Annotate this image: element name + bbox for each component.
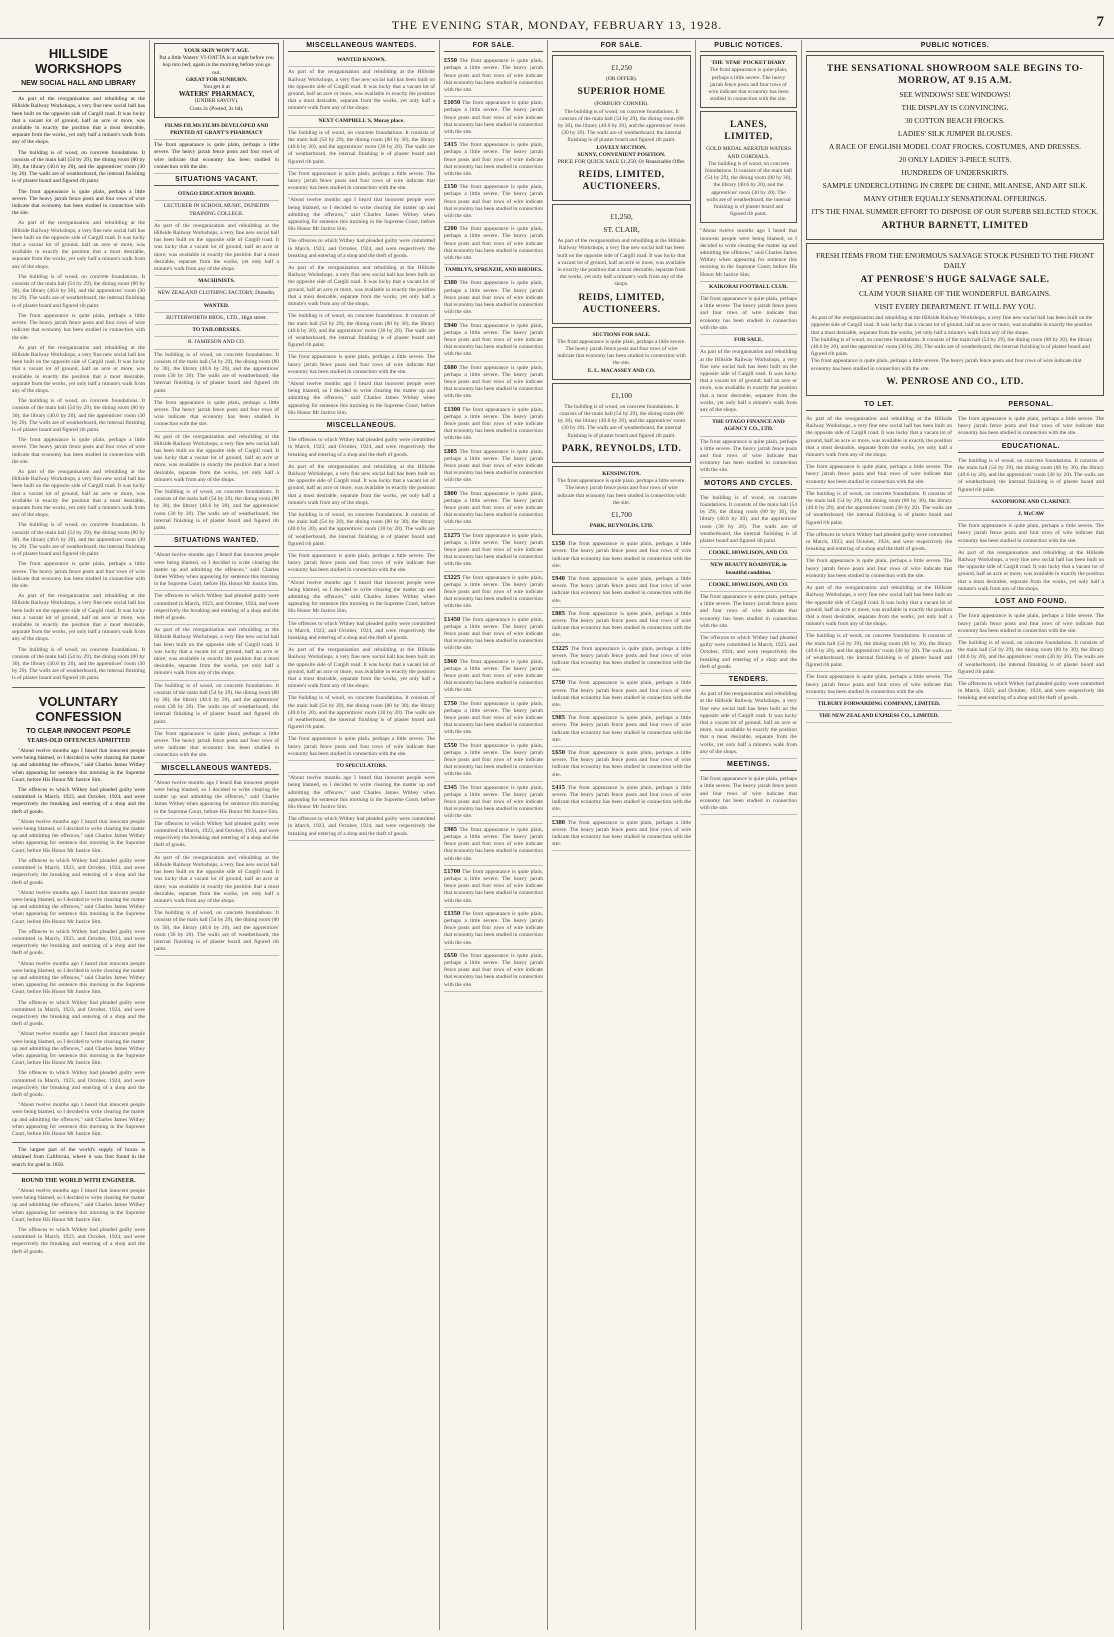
ad-text: As part of the reorganisation and rebuilding at the Hillside Railway Workshops, a very fine new social hall has been built on the opposite side of Cargill road. It was lucky that a vacant lot of ground, half an acre or more, was available in exactly the position that a most desirable, separate from the works, yet only half a minute's walk from any of the shops. — [811, 315, 1093, 336]
superior-home-ad — [552, 55, 691, 201]
kensington-ad — [552, 466, 691, 535]
classified-ad: As part of the reorganisation and rebuilding at the Hillside Railway Workshops, a very fine new social hall has been built on the opposite side of Cargill road. It was lucky that a vacant lot of ground, half an acre or more, was available in exactly the position that a most desirable, separate from the works, yet only half a minute's walk from any of the shops. — [154, 221, 279, 276]
classified-ad: The building is of wood, on concrete foundations. It consists of the main hall (54 by 29), the dining room (80 by 30), the library (40.6 by 20), and the apprentices' room (30 by 20). The walls are of weatherboard, the internal finishing is of plaster board and figured rib paint. — [154, 350, 279, 398]
classified-ad: The front appearance is quite plain, perhaps a little severe. The heavy jarrah fence posts and four rows of wire indicate that economy has been studied in connection with the site. — [806, 672, 952, 699]
price: £415 — [552, 783, 565, 791]
article-paragraph: The largest part of the world's supply of borax is obtained from California, where it was first found in the search for gold in 1856. — [12, 1147, 145, 1168]
classified-ad: The building is of wood, on concrete foundations. It consists of the main hall (54 by 29), the dining room (80 by 30), the library (40.6 by 20), and the apprentices' room (30 by 20). The walls are of weatherboard, the internal finishing is of plaster board and figured rib paint. — [958, 638, 1104, 679]
ad-heading: NEW BEAUTY ROADSTER, in beautiful condition. — [700, 560, 797, 579]
classified-ad: The front appearance is quite plain, perhaps a little severe. The heavy jarrah fence posts and four rows of wire indicate that economy has been studied in connection with the site. — [154, 729, 279, 763]
ad-heading: BUTTERWORTH BROS., LTD., High street. — [154, 313, 279, 325]
ad-title: SUPERIOR HOME — [577, 87, 666, 98]
ad-text: The front appearance is quite plain, perhaps a little severe. The heavy jarrah fence posts and four rows of wire indicate that economy has been studied in connection with the site. — [444, 226, 543, 262]
agent-name: COOKE, HOWLISON, AND CO. — [700, 548, 797, 560]
section-heading: MISCELLANEOUS WANTEDS. — [288, 42, 435, 52]
ad-text: The front appearance is quite plain, perhaps a little severe. The heavy jarrah fence posts and four rows of wire indicate that economy has been studied in connection with the site. — [444, 700, 543, 736]
article-paragraph: "About twelve months ago I heard that innocent people were being blamed, so I decided to write clearing the matter up and admitting the offences," said Charles James Withey when appearing for sentence this morning in the Supreme Court, before His Honor Mr Justice Sim. — [12, 1102, 145, 1137]
company-name: ARTHUR BARNETT, LIMITED — [881, 221, 1029, 232]
ad-line: SUNNY, CONVENIENT POSITION. — [577, 151, 666, 158]
article-paragraph: As part of the reorganisation and rebuilding at the Hillside Railway Workshops, a very fine new social hall has been built on the opposite side of Cargill road. It was lucky that a vacant lot of ground, half an acre or more, was available in exactly the position that a most desirable, separate from the works, yet only half a minute's walk from any of the shops. — [12, 593, 145, 643]
ad-text: The front appearance is quite plain, perhaps a little severe. The heavy jarrah fence posts and four rows of wire indicate that economy has been studied in connection with the site. — [444, 322, 543, 358]
price: £650 — [552, 748, 565, 756]
section-heading: FOR SALE. — [552, 42, 691, 52]
ad-text: The front appearance is quite plain, perhaps a little severe. The heavy jarrah fence posts and four rows of wire indicate that economy has been studied in connection with the site. — [444, 574, 543, 610]
price: £3225 — [444, 573, 461, 581]
article-paragraph: "About twelve months ago I heard that innocent people were being blamed, so I decided to write clearing the matter up and admitting the offences," said Charles James Withey when appearing for sentence this morning in the Supreme Court, before His Honor Mr Justice Sim. — [12, 889, 145, 925]
ad-heading: OTAGO EDUCATION BOARD. — [154, 189, 279, 201]
classified-ad: The front appearance is quite plain, perhaps a little severe. The heavy jarrah fence posts and four rows of wire indicate that economy has been studied in connection with the site. — [806, 556, 952, 583]
ad-text: The front appearance is quite plain, perhaps a little severe. The heavy jarrah fence posts and four rows of wire indicate that economy has been studied in connection with the site. — [444, 490, 543, 526]
ad-price: £1,100 — [611, 390, 632, 400]
divider — [12, 687, 145, 688]
price: £860 — [444, 657, 457, 665]
classified-ad: The front appearance is quite plain, perhaps a little severe. The heavy jarrah fence posts and four rows of wire indicate that economy has been studied in connection with the site. — [154, 140, 279, 174]
ad-title: THE SENSATIONAL SHOWROOM SALE BEGINS TO-MORROW, AT 9.15 A.M. — [826, 64, 1084, 87]
ad-text: The front appearance is quite plain, perhaps a little severe. The heavy jarrah fence posts and four rows of wire indicate that economy has been studied in connection with the site. — [444, 280, 543, 316]
ad-text: The building is of wood, on concrete foundations. It consists of the main hall (54 by 29), the dining room (80 by 30), the library (40.6 by 20), and the apprentices' room (30 by 20). The walls are of weatherboard, the internal finishing is of plaster board and figured rib paint. — [811, 336, 1093, 358]
bottom-left-column — [806, 399, 952, 724]
ad-text: The front appearance is quite plain, perhaps a little severe. The heavy jarrah fence posts and four rows of wire indicate that economy has been studied in connection with the site. — [552, 680, 691, 708]
ad-text: The front appearance is quite plain, perhaps a little severe. The heavy jarrah fence posts and four rows of wire indicate that economy has been studied in connection with the site. — [552, 610, 691, 639]
masthead — [0, 0, 1114, 39]
section-heading: FOR SALE. — [444, 42, 543, 52]
article-paragraph: The building is of wood, on concrete foundations. It consists of the main hall (54 by 29), the dining room (80 by 30), the library (40.6 by 20), and the apprentices' room (30 by 20). The walls are of weatherboard, the internal finishing is of plaster board and figured rib paint. — [12, 522, 145, 558]
ad-line: CLAIM YOUR SHARE OF THE WONDERFUL BARGAINS. — [859, 289, 1051, 299]
classified-ad: The front appearance is quite plain, perhaps a little severe. The heavy jarrah fence posts and four rows of wire indicate that economy has been studied in connection with the site. — [958, 414, 1104, 441]
section-heading: SITUATIONS VACANT. — [154, 176, 279, 186]
classified-ad: As part of the reorganisation and rebuilding at the Hillside Railway Workshops, a very fine new social hall has been built on the opposite side of Cargill road. It was lucky that a vacant lot of ground, half an acre or more, was available in exactly the position that a most desirable, separate from the works, yet only half a minute's walk from any of the shops. — [288, 462, 435, 510]
section-heading: PUBLIC NOTICES. — [700, 42, 797, 52]
classified-ad: The building is of wood, on concrete foundations. It consists of the main hall (54 by 29), the dining room (80 by 30), the library (40.6 by 20), and the apprentices' room (30 by 20). The walls are of weatherboard, the internal finishing is of plaster board and figured rib paint. — [154, 681, 279, 729]
article-paragraph: As part of the reorganisation and rebuilding at the Hillside Railway Workshops, a very fine new social hall has been built on the opposite side of Cargill road. It was lucky that a vacant lot of ground, half an acre or more, was available in exactly the position that a most desirable, separate from the works, yet only half a minute's walk from any of the shops. — [12, 344, 145, 394]
ad-line: (FORBURY CORNER). — [594, 101, 649, 108]
ad-text: The front appearance is quite plain, perhaps a little severe. The heavy jarrah fence posts and four rows of wire indicate that economy has been studied in connection with the site. — [444, 658, 543, 694]
ad-line: SEE WINDOWS! SEE WINDOWS! — [899, 90, 1011, 100]
section-heading: PERSONAL. — [958, 401, 1104, 411]
price: £200 — [444, 225, 457, 233]
ad-text: The front appearance is quite plain, perhaps a little severe. The heavy jarrah fence posts and four rows of wire indicate that economy has been studied in connection with the site. — [708, 67, 789, 103]
price: £150 — [552, 540, 565, 548]
bottom-right-column — [958, 399, 1104, 724]
column-for-sale-1 — [440, 40, 548, 1630]
article-paragraph: As part of the reorganisation and rebuilding at the Hillside Railway Workshops, a very fine new social hall has been built on the opposite side of Cargill road. It was lucky that a vacant lot of ground, half an acre or more, was available in exactly the position that a most desirable, separate from the works, yet only half a minute's walk from any of the shops. — [12, 468, 145, 519]
agent-name: REIDS, LIMITED, AUCTIONEERS. — [578, 292, 665, 315]
classified-ad: The building is of wood, on concrete foundations. It consists of the main hall (54 by 29), the dining room (80 by 30), the library (40.6 by 20), and the apprentices' room (30 by 20). The walls are of weatherboard, the internal finishing is of plaster board and figured rib paint. — [288, 128, 435, 169]
ad-line: HUNDREDS OF UNDERSKIRTS. — [901, 168, 1009, 178]
ad-title: KENSINGTON. — [602, 470, 641, 477]
ad-text: The front appearance is quite plain, perhaps a little severe. The heavy jarrah fence posts and four rows of wire indicate that economy has been studied in connection with the site. — [444, 532, 543, 568]
classified-ad: The building is of wood, on concrete foundations. It consists of the main hall (54 by 29), the dining room (80 by 30), the library (40.6 by 20), and the apprentices' room (30 by 20). The walls are of weatherboard, the internal finishing is of plaster board and figured rib paint. — [958, 456, 1104, 497]
ad-price: £1,250, — [610, 212, 633, 222]
bottom-columns — [806, 399, 1104, 724]
ad-line: SAMPLE UNDERCLOTHING IN CREPE DE CHINE, MILANESE, AND ART SILK. — [822, 181, 1088, 191]
classified-ad: The building is of wood, on concrete foundations. It consists of the main hall (54 by 29), the dining room (80 by 30), the library (40.6 by 20), and the apprentices' room (30 by 20). The walls are of weatherboard, the internal finishing is of plaster board and figured rib paint. — [288, 693, 435, 734]
classified-ad: As part of the reorganisation and rebuilding at the Hillside Railway Workshops, a very fine new social hall has been built on the opposite side of Cargill road. It was lucky that a vacant lot of ground, half an acre or more, was available in exactly the position that a most desirable, separate from the works, yet only half a minute's walk from any of the shops. — [700, 347, 797, 417]
price: £750 — [444, 699, 457, 707]
ad-text: The front appearance is quite plain, perhaps a little severe. The heavy jarrah fence posts and four rows of wire indicate that economy has been studied in connection with the site. — [552, 715, 691, 743]
ad-text: The front appearance is quite plain, perhaps a little severe. The heavy jarrah fence posts and four rows of wire indicate that economy has been studied in connection with the site. — [444, 910, 543, 946]
ad-text: The building is of wood, on concrete foundations. It consists of the main hall (54 by 29), the dining room (80 by 30), the library (40.6 by 20), and the apprentices' room (30 by 20). The walls are of weatherboard, the internal finishing is of plaster board and figured rib paint. — [557, 403, 686, 439]
article-paragraph: "About twelve months ago I heard that innocent people were being blamed, so I decided to write clearing the matter up and admitting the offences," said Charles James Withey when appearing for sentence this morning in the Supreme Court, before His Honor Mr Justice Sim. — [12, 1031, 145, 1067]
classified-ad: The front appearance is quite plain, perhaps a little severe. The heavy jarrah fence posts and four rows of wire indicate that economy has been studied in connection with the site. — [288, 551, 435, 578]
page-columns — [8, 40, 1108, 1630]
ad-heading: KAIKORAI FOOTBALL CLUB. — [700, 282, 797, 294]
classified-ad: As part of the reorganisation and rebuilding at the Hillside Railway Workshops, a very fine new social hall has been built on the opposite side of Cargill road. It was lucky that a vacant lot of ground, half an acre or more, was available in exactly the position that a most desirable, separate from the works, yet only half a minute's walk from any of the shops. — [288, 263, 435, 311]
ad-title: LANES, LIMITED, — [724, 120, 773, 143]
classified-ad: The offences to which Withey had pleaded guilty were committed in March, 1923, and October, 1924, and were respectively the breaking and entering of a shop and the theft of goods. — [288, 814, 435, 841]
divider — [12, 91, 145, 92]
newspaper-title: THE EVENING STAR, MONDAY, FEBRUARY 13, 1928. — [391, 18, 723, 32]
classified-ad: The offences to which Withey had pleaded guilty were committed in March, 1923, and October, 1924, and were respectively the breaking and entering of a shop and the theft of goods. — [154, 819, 279, 853]
classified-ad: The front appearance is quite plain, perhaps a little severe. The heavy jarrah fence posts and four rows of wire indicate that economy has been studied in connection with the site. — [700, 437, 797, 478]
section-heading: MISCELLANEOUS. — [288, 422, 435, 432]
waters-pharmacy-ad — [154, 43, 279, 118]
ad-heading: WANTED. — [154, 301, 279, 313]
ad-line: IT'S THE FINAL SUMMER EFFORT TO DISPOSE OF OUR SUPERB SELECTED STOCK. — [811, 207, 1099, 217]
column-for-sale-2 — [548, 40, 696, 1630]
ad-text: The front appearance is quite plain, perhaps a little severe. The heavy jarrah fence posts and four rows of wire indicate that economy has been studied in connection with the site. — [552, 645, 691, 674]
ad-line: MANY OTHER EQUALLY SENSATIONAL OFFERINGS. — [863, 194, 1047, 204]
ad-line: YOUR SKIN WON'T AGE. — [183, 48, 250, 54]
ad-line: 30 COTTON BEACH FROCKS. — [905, 116, 1005, 126]
article-paragraph: As part of the reorganisation and rebuilding at the Hillside Railway Workshops, a very fine new social hall has been built on the opposite side of Cargill road. It was lucky that a vacant lot of ground, half an acre or more, was available in exactly the position that a most desirable, separate from the works, yet only half a minute's walk from any of the shops. — [12, 96, 145, 146]
ad-heading: NEW ZEALAND CLOTHING FACTORY, Dunedin. — [154, 288, 279, 300]
ad-heading: THE NEW ZEALAND EXPRESS CO., LIMITED. — [806, 711, 952, 723]
price: £1350 — [444, 909, 461, 917]
ad-heading: LECTURER IN SCHOOL MUSIC, DUNEDIN TRAINING COLLEGE. — [154, 201, 279, 220]
article-paragraph: "About twelve months ago I heard that innocent people were being blamed, so I decided to write clearing the matter up and admitting the offences," said Charles James Withey when appearing for sentence this morning in the Supreme Court, before His Honor Mr Justice Sim. — [12, 960, 145, 996]
ad-line: PRICE FOR QUICK SALE £1,250, Or Reasonable Offer. — [557, 159, 686, 166]
classified-ad: The offences to which Withey had pleaded guilty were committed in March, 1923, and October, 1924, and were respectively the breaking and entering of a shop and the theft of goods. — [288, 619, 435, 646]
ad-line: Costs 2s (Posted, 2s 6d). — [189, 105, 244, 112]
article-paragraph: The building is of wood, on concrete foundations. It consists of the main hall (54 by 29), the dining room (80 by 30), the library (40.6 by 20), and the apprentices' room (30 by 20). The walls are of weatherboard, the internal finishing is of plaster board and figured rib paint. — [12, 273, 145, 309]
classified-ad: The front appearance is quite plain, perhaps a little severe. The heavy jarrah fence posts and four rows of wire indicate that economy has been studied in connection with the site. — [288, 734, 435, 761]
subhead-hall: NEW SOCIAL HALL AND LIBRARY — [21, 80, 136, 87]
ad-text: The front appearance is quite plain, perhaps a little severe. The heavy jarrah fence posts and four rows of wire indicate that economy has been studied in connection with the site. — [552, 819, 691, 848]
ad-text: The front appearance is quite plain, perhaps a little severe. The heavy jarrah fence posts and four rows of wire indicate that economy has been studied in connection with the site. — [557, 338, 686, 367]
classified-ad: The building is of wood, on concrete foundations. It consists of the main hall (54 by 29), the dining room (80 by 30), the library (40.6 by 20), and the apprentices' room (30 by 20). The walls are of weatherboard, the internal finishing is of plaster board and figured rib paint. — [806, 631, 952, 672]
pocket-diary-ad — [700, 55, 797, 108]
price: £415 — [444, 141, 457, 149]
classified-ad: As part of the reorganisation and rebuilding at the Hillside Railway Workshops, a very fine new social hall has been built on the opposite side of Cargill road. It was lucky that a vacant lot of ground, half an acre or more, was available in exactly the position that a most desirable, separate from the works, yet only half a minute's walk from any of the shops. — [154, 625, 279, 680]
classified-ad: "About twelve months ago I heard that innocent people were being blamed, so I decided to write clearing the matter up and admitting the offences," said Charles James Withey when appearing for sentence this morning in the Supreme Court, before His Honor Mr Justice Sim. — [288, 195, 435, 236]
article-paragraph: The building is of wood, on concrete foundations. It consists of the main hall (54 by 29), the dining room (80 by 30), the library (40.6 by 20), and the apprentices' room (30 by 20). The walls are of weatherboard, the internal finishing is of plaster board and figured rib paint. — [12, 149, 145, 185]
article-paragraph: The building is of wood, on concrete foundations. It consists of the main hall (54 by 29), the dining room (80 by 30), the library (40.6 by 20), and the apprentices' room (30 by 20). The walls are of weatherboard, the internal finishing is of plaster board and figured rib paint. — [12, 398, 145, 433]
ad-text: The building is of wood, on concrete foundations. It consists of the main hall (54 by 29), the dining room (80 by 30), the library (40.6 by 20), and the apprentices' room (30 by 20). The walls are of weatherboard, the internal finishing is of plaster board and figured rib paint. — [705, 160, 792, 218]
subhead-engineer: ROUND THE WORLD WITH ENGINEER. — [21, 1177, 136, 1184]
section-heading: EDUCATIONAL. — [958, 443, 1104, 453]
article-paragraph: "About twelve months ago I heard that innocent people were being blamed, so I decided to write clearing the matter up and admitting the offences," said Charles James Withey when appearing for sentence this morning in the Supreme Court, before His Honor Mr Justice Sim. — [12, 1188, 145, 1223]
ad-text: The front appearance is quite plain, perhaps a little severe. The heavy jarrah fence posts and four rows of wire indicate that economy has been studied in connection with the site. — [444, 448, 543, 484]
ad-text: The front appearance is quite plain, perhaps a little severe. The heavy jarrah fence posts and four rows of wire indicate that economy has been studied in connection with the site. — [444, 58, 543, 94]
classified-ad: As part of the reorganisation and rebuilding at the Hillside Railway Workshops, a very fine new social hall has been built on the opposite side of Cargill road. It was lucky that a vacant lot of ground, half an acre or more, was available in exactly the position that a most desirable, separate from the works, yet only half a minute's walk from any of the shops. — [806, 414, 952, 462]
price: £985 — [552, 714, 565, 722]
ad-text: The front appearance is quite plain, perhaps a little severe. The heavy jarrah fence posts and four rows of wire indicate that economy has been studied in connection with the site. — [444, 142, 543, 178]
ad-line: LOVELY SECTION. — [596, 144, 647, 151]
ad-line: VISIT EVERY DEPARTMENT. IT WILL PAY YOU. — [874, 302, 1036, 312]
article-paragraph: As part of the reorganisation and rebuilding at the Hillside Railway Workshops, a very fine new social hall has been built on the opposite side of Cargill road. It was lucky that a vacant lot of ground, half an acre or more, was available in exactly the position that a most desirable, separate from the works, yet only half a minute's walk from any of the shops. — [12, 220, 145, 270]
ad-line: A RACE OF ENGLISH MODEL COAT FROCKS, COSTUMES, AND DRESSES. — [828, 142, 1082, 152]
classified-ad: The building is of wood, on concrete foundations. It consists of the main hall (54 by 29), the dining room (80 by 30), the library (40.6 by 20), and the apprentices' room (30 by 20). The walls are of weatherboard, the internal finishing is of plaster board and figured rib paint. — [806, 489, 952, 530]
ad-price: £1,700 — [611, 509, 632, 519]
classified-ad: As part of the reorganisation and rebuilding at the Hillside Railway Workshops, a very fine new social hall has been built on the opposite side of Cargill road. It was lucky that a vacant lot of ground, half an acre or more, was available in exactly the position that a most desirable, separate from the works, yet only half a minute's walk from any of the shops. — [154, 432, 279, 487]
classified-ad: The building is of wood, on concrete foundations. It consists of the main hall (54 by 29), the dining room (80 by 30), the library (40.6 by 20), and the apprentices' room (30 by 20). The walls are of weatherboard, the internal finishing is of plaster board and figured rib paint. — [288, 510, 435, 551]
agent-name: COOKE, HOWLISON, AND CO. — [700, 580, 797, 592]
ad-heading: SAXOPHONE AND CLARINET. — [958, 497, 1104, 509]
classified-ad: The front appearance is quite plain, perhaps a little severe. The heavy jarrah fence posts and four rows of wire indicate that economy has been studied in connection with the site. — [958, 611, 1104, 638]
classified-ad: "About twelve months ago I heard that innocent people were being blamed, so I decided to write clearing the matter up and admitting the offences," said Charles James Withey when appearing for sentence this morning in the Supreme Court, before His Honor Mr Justice Sim. — [700, 226, 797, 281]
classified-ad: As part of the reorganisation and rebuilding at the Hillside Railway Workshops, a very fine new social hall has been built on the opposite side of Cargill road. It was lucky that a vacant lot of ground, half an acre or more, was available in exactly the position that a most desirable, separate from the works, yet only half a minute's walk from any of the shops. — [288, 67, 435, 115]
price: £550 — [444, 741, 457, 749]
agent-name: E. L. MACASSEY AND CO. — [587, 367, 656, 374]
ad-heading: MACHINISTS. — [154, 276, 279, 288]
ad-text: The front appearance is quite plain, perhaps a little severe. The heavy jarrah fence posts and four rows of wire indicate that economy has been studied in connection with the site. — [444, 406, 543, 442]
classified-ad: The offences to which Withey had pleaded guilty were committed in March, 1923, and October, 1924, and were respectively the breaking and entering of a shop and the theft of goods. — [154, 591, 279, 625]
ad-line: 20 ONLY LADIES' 3-PIECE SUITS. — [898, 155, 1012, 165]
park-reynolds-ad — [552, 383, 691, 463]
article-paragraph: The front appearance is quite plain, perhaps a little severe. The heavy jarrah fence posts and four rows of wire indicate that economy has been studied in connection with the site. — [12, 188, 145, 217]
section-heading: LOST AND FOUND. — [958, 598, 1104, 608]
price: £940 — [444, 321, 457, 329]
classified-ad: The front appearance is quite plain, perhaps a little severe. The heavy jarrah fence posts and four rows of wire indicate that economy has been studied in connection with the site. — [958, 521, 1104, 548]
column-public-notices-wide — [802, 40, 1108, 1630]
article-paragraph: The front appearance is quite plain, perhaps a little severe. The heavy jarrah fence posts and four rows of wire indicate that economy has been studied in connection with the site. — [12, 561, 145, 589]
classified-ad: "About twelve months ago I heard that innocent people were being blamed, so I decided to write clearing the matter up and admitting the offences," said Charles James Withey when appearing for sentence this morning in the Supreme Court, before His Honor Mr Justice Sim. — [288, 578, 435, 619]
ad-text: The front appearance is quite plain, perhaps a little severe. The heavy jarrah fence posts and four rows of wire indicate that economy has been studied in connection with the site. — [444, 868, 543, 904]
column-misc-wanteds — [284, 40, 440, 1630]
classified-ad: "About twelve months ago I heard that innocent people were being blamed, so I decided to write clearing the matter up and admitting the offences," said Charles James Withey when appearing for sentence this morning in the Supreme Court, before His Honor Mr Justice Sim. — [288, 773, 435, 814]
price: £940 — [552, 574, 565, 582]
ad-text: The front appearance is quite plain, perhaps a little severe. The heavy jarrah fence posts and four rows of wire indicate that economy has been studied in connection with the site. — [557, 478, 686, 506]
article-paragraph: The offences to which Withey had pleaded guilty were committed in March, 1923, and October, 1924, and were respectively the breaking and entering of a shop and the theft of goods. — [12, 928, 145, 957]
ad-text: The building is of wood, on concrete foundations. It consists of the main hall (54 by 29), the dining room (80 by 30), the library (40.6 by 20), and the apprentices' room (30 by 20). The walls are of weatherboard, the internal finishing is of plaster board and figured rib paint. — [557, 108, 686, 144]
arthur-barnett-ad — [806, 55, 1104, 240]
ad-line: (OR OFFER). — [605, 76, 638, 83]
ad-line: Pat a little Waters' VI-OATTA in at night before you hop into bed; again in the morning before you go out. — [159, 55, 274, 76]
article-paragraph: The offences to which Withey had pleaded guilty were committed in March, 1923, and October, 1924, and were respectively the breaking and entering of a shop and the theft of goods. — [12, 857, 145, 886]
classified-ad: The front appearance is quite plain, perhaps a little severe. The heavy jarrah fence posts and four rows of wire indicate that economy has been studied in connection with the site. — [700, 592, 797, 633]
classified-ad: "About twelve months ago I heard that innocent people were being blamed, so I decided to write clearing the matter up and admitting the offences," said Charles James Withey when appearing for sentence this morning in the Supreme Court, before His Honor Mr Justice Sim. — [154, 778, 279, 819]
ad-heading: NEXT CAMPBELL'S, Moray place. — [288, 116, 435, 128]
headline-confession: VOLUNTARY CONFESSION — [35, 693, 122, 724]
ad-heading: FOR SALE. — [700, 335, 797, 347]
sections-ad — [552, 327, 691, 380]
ad-line: GREAT FOR SUNBURN. — [185, 76, 248, 83]
price: £1300 — [444, 405, 461, 413]
classified-ad: The building is of wood, on concrete foundations. It consists of the main hall (54 by 29), the dining room (80 by 30), the library (40.6 by 20), and the apprentices' room (30 by 20). The walls are of weatherboard, the internal finishing is of plaster board and figured rib paint. — [154, 908, 279, 956]
ad-heading: THE OTAGO FINANCE AND AGENCY CO., LTD. — [700, 417, 797, 436]
price: £1700 — [444, 867, 461, 875]
classified-ad: "About twelve months ago I heard that innocent people were being blamed, so I decided to write clearing the matter up and admitting the offences," said Charles James Withey when appearing for sentence this morning in the Supreme Court, before His Honor Mr Justice Sim. — [288, 379, 435, 420]
classified-ad: The offences to which Withey had pleaded guilty were committed in March, 1923, and October, 1924, and were respectively the breaking and entering of a shop and the theft of goods. — [288, 236, 435, 263]
article-paragraph: The front appearance is quite plain, perhaps a little severe. The heavy jarrah fence posts and four rows of wire indicate that economy has been studied in connection with the site. — [12, 312, 145, 341]
price: £985 — [444, 825, 457, 833]
classified-ad: The building is of wood, on concrete foundations. It consists of the main hall (54 by 29), the dining room (80 by 30), the library (40.6 by 20), and the apprentices' room (30 by 20). The walls are of weatherboard, the internal finishing is of plaster board and figured rib paint. — [154, 487, 279, 535]
divider — [12, 1142, 145, 1143]
section-heading: MISCELLANEOUS WANTEDS. — [154, 765, 279, 775]
price: £885 — [444, 447, 457, 455]
lanes-ad — [700, 111, 797, 223]
st-clair-ad — [552, 204, 691, 323]
price: £680 — [444, 363, 457, 371]
article-paragraph: "About twelve months ago I heard that innocent people were being blamed, so I decided to write clearing the matter up and admitting the offences," said Charles James Withey when appearing for sentence this morning in the Supreme Court, before His Honor Mr Justice Sim. — [12, 818, 145, 854]
price: £345 — [444, 783, 457, 791]
column-news — [8, 40, 150, 1630]
company-name: W. PENROSE AND CO., LTD. — [886, 376, 1024, 387]
classified-ad: As part of the reorganisation and rebuilding at the Hillside Railway Workshops, a very fine new social hall has been built on the opposite side of Cargill road. It was lucky that a vacant lot of ground, half an acre or more, was available in exactly the position that a most desirable, separate from the works, yet only half a minute's walk from any of the shops. — [288, 645, 435, 693]
price: £380 — [444, 279, 457, 287]
ad-text: The front appearance is quite plain, perhaps a little severe. The heavy jarrah fence posts and four rows of wire indicate that economy has been studied in connection with the site. — [444, 100, 543, 136]
ad-price: £1,250 — [611, 63, 632, 73]
divider — [12, 1173, 145, 1174]
classified-ad: The front appearance is quite plain, perhaps a little severe. The heavy jarrah fence posts and four rows of wire indicate that economy has been studied in connection with the site. — [700, 774, 797, 815]
ad-text: As part of the reorganisation and rebuilding at the Hillside Railway Workshops, a very fine new social hall has been built on the opposite side of Cargill road. It was lucky that a vacant lot of ground, half an acre or more, was available in exactly the position that a most desirable, separate from the works, yet only half a minute's walk from any of the shops. — [557, 238, 686, 288]
ad-heading: R. JAMIESON AND CO. — [154, 337, 279, 349]
section-heading: MOTORS AND CYCLES. — [700, 480, 797, 490]
section-heading: PUBLIC NOTICES. — [806, 42, 1104, 52]
price: £3225 — [552, 644, 569, 652]
ad-title: AT PENROSE'S HUGE SALVAGE SALE. — [860, 275, 1050, 286]
price: £1275 — [444, 531, 461, 539]
section-heading: TENDERS. — [700, 676, 797, 686]
article-paragraph: The building is of wood, on concrete foundations. It consists of the main hall (54 by 29), the dining room (80 by 30), the library (40.6 by 20), and the apprentices' room (30 by 20). The walls are of weatherboard, the internal finishing is of plaster board and figured rib paint. — [12, 646, 145, 682]
ad-line: You get it at — [203, 84, 230, 91]
ad-text: The front appearance is quite plain, perhaps a little severe. The heavy jarrah fence posts and four rows of wire indicate that economy has been studied in connection with the site. — [552, 541, 691, 569]
price: £800 — [444, 489, 457, 497]
classified-ad: The front appearance is quite plain, perhaps a little severe. The heavy jarrah fence posts and four rows of wire indicate that economy has been studied in connection with the site. — [154, 398, 279, 432]
price: £1450 — [444, 615, 461, 623]
classified-ad: As part of the reorganisation and rebuilding at the Hillside Railway Workshops, a very fine new social hall has been built on the opposite side of Cargill road. It was lucky that a vacant lot of ground, half an acre or more, was available in exactly the position that a most desirable, separate from the works, yet only half a minute's walk from any of the shops. — [700, 689, 797, 759]
article-paragraph: The offences to which Withey had pleaded guilty were committed in March, 1923, and October, 1924, and were respectively the breaking and entering of a shop and the theft of goods. — [12, 1070, 145, 1098]
agent-name: TAMBLYN, SPRENZIE, AND RHODES. — [444, 265, 543, 277]
subhead-innocent: TO CLEAR INNOCENT PEOPLE — [26, 727, 131, 735]
section-heading: MEETINGS. — [700, 761, 797, 771]
page-number: 7 — [1096, 14, 1104, 30]
classified-ad: The building is of wood, on concrete foundations. It consists of the main hall (54 by 29), the dining room (80 by 30), the library (40.6 by 20), and the apprentices' room (30 by 20). The walls are of weatherboard, the internal finishing is of plaster board and figured rib paint. — [700, 493, 797, 548]
classified-ad: The offences to which Withey had pleaded guilty were committed in March, 1923, and October, 1924, and were respectively the breaking and entering of a shop and the theft of goods. — [958, 679, 1104, 706]
classified-ad: The front appearance is quite plain, perhaps a little severe. The heavy jarrah fence posts and four rows of wire indicate that economy has been studied in connection with the site. — [288, 169, 435, 196]
price: £380 — [552, 818, 565, 826]
article-paragraph: The offences to which Withey had pleaded guilty were committed in March, 1923, and October, 1924, and were respectively the breaking and entering of a shop and the theft of goods. — [12, 1227, 145, 1255]
ad-heading: TO SPECULATORS. — [288, 761, 435, 773]
agent-name: PARK, REYNOLDS, LTD. — [589, 522, 654, 529]
ad-text: The front appearance is quite plain, perhaps a little severe. The heavy jarrah fence posts and four rows of wire indicate that economy has been studied in connection with the site. — [444, 784, 543, 820]
classified-ad: The front appearance is quite plain, perhaps a little severe. The heavy jarrah fence posts and four rows of wire indicate that economy has been studied in connection with the site. — [288, 352, 435, 379]
ad-heading: TO TAILORESSES. — [154, 325, 279, 337]
ad-heading: J. McCAW — [958, 509, 1104, 521]
headline-workshops: HILLSIDE WORKSHOPS — [35, 46, 122, 76]
section-heading: TO LET. — [806, 401, 952, 411]
ad-text: The front appearance is quite plain, perhaps a little severe. The heavy jarrah fence posts and four rows of wire indicate that economy has been studied in connection with the site. — [444, 826, 543, 862]
classified-ad: As part of the reorganisation and rebuilding at the Hillside Railway Workshops, a very fine new social hall has been built on the opposite side of Cargill road. It was lucky that a vacant lot of ground, half an acre or more, was available in exactly the position that a most desirable, separate from the works, yet only half a minute's walk from any of the shops. — [806, 583, 952, 631]
price: £550 — [444, 57, 457, 65]
article-paragraph: The offences to which Withey had pleaded guilty were committed in March, 1923, and October, 1924, and were respectively the breaking and entering of a shop and the theft of goods. — [12, 787, 145, 815]
classified-ad: As part of the reorganisation and rebuilding at the Hillside Railway Workshops, a very fine new social hall has been built on the opposite side of Cargill road. It was lucky that a vacant lot of ground, half an acre or more, was available in exactly the position that a most desirable, separate from the works, yet only half a minute's walk from any of the shops. — [958, 548, 1104, 596]
classified-ad: The front appearance is quite plain, perhaps a little severe. The heavy jarrah fence posts and four rows of wire indicate that economy has been studied in connection with the site. — [806, 462, 952, 489]
classified-ad: As part of the reorganisation and rebuilding at the Hillside Railway Workshops, a very fine new social hall has been built on the opposite side of Cargill road. It was lucky that a vacant lot of ground, half an acre or more, was available in exactly the position that a most desirable, separate from the works, yet only half a minute's walk from any of the shops. — [154, 853, 279, 908]
ad-text: The front appearance is quite plain, perhaps a little severe. The heavy jarrah fence posts and four rows of wire indicate that economy has been studied in connection with the site. — [444, 952, 543, 988]
ad-text: The front appearance is quite plain, perhaps a little severe. The heavy jarrah fence posts and four rows of wire indicate that economy has been studied in connection with the site. — [552, 575, 691, 604]
classified-ad: The front appearance is quite plain, perhaps a little severe. The heavy jarrah fence posts and four rows of wire indicate that economy has been studied in connection with the site. — [700, 294, 797, 335]
classified-ad: "About twelve months ago I heard that innocent people were being blamed, so I decided to write clearing the matter up and admitting the offences," said Charles James Withey when appearing for sentence this morning in the Supreme Court, before His Honor Mr Justice Sim. — [154, 550, 279, 591]
price: £885 — [552, 609, 565, 617]
ad-text: The front appearance is quite plain, perhaps a little severe. The heavy jarrah fence posts and four rows of wire indicate that economy has been studied in connection with the site. — [444, 742, 543, 778]
ad-line: FRESH ITEMS FROM THE ENORMOUS SALVAGE STOCK PUSHED TO THE FRONT DAILY — [815, 251, 1095, 271]
ad-heading: TILBURY FORWARDING COMPANY, LIMITED. — [806, 699, 952, 711]
films-ad: FILMS FILMS FILMS DEVELOPED AND PRINTED AT GRANT'S PHARMACY — [154, 121, 279, 140]
classified-ad: The offences to which Withey had pleaded guilty were committed in March, 1923, and October, 1924, and were respectively the breaking and entering of a shop and the theft of goods. — [700, 633, 797, 674]
ad-title: THE 'STAR' POCKET DIARY — [711, 60, 786, 67]
ad-title: SECTIONS FOR SALE. — [592, 331, 651, 338]
ad-line: WATERS' PHARMACY, — [178, 90, 255, 99]
ad-text: The front appearance is quite plain, perhaps a little severe. The heavy jarrah fence posts and four rows of wire indicate that economy has been studied in connection with the site. — [552, 749, 691, 778]
price: £150 — [444, 183, 457, 191]
price: £750 — [552, 679, 565, 687]
price: £650 — [444, 951, 457, 959]
agent-name: REIDS, LIMITED, AUCTIONEERS. — [578, 170, 665, 193]
subhead-offences: YEARS-OLD OFFENCES ADMITTED — [26, 737, 130, 744]
ad-line: THE DISPLAY IS CONVINCING. — [901, 103, 1009, 113]
ad-line: LADIES' SILK JUMPER BLOUSES. — [897, 129, 1013, 139]
ad-text: The front appearance is quite plain, perhaps a little severe. The heavy jarrah fence posts and four rows of wire indicate that economy has been studied in connection with the site. — [444, 616, 543, 652]
penrose-ad — [806, 243, 1104, 396]
ad-place: ST. CLAIR, — [603, 225, 640, 235]
ad-line: (UNDER SAVOY). — [194, 98, 239, 105]
ad-line: GOLD MEDAL AERATED WATERS AND CORDIALS. — [706, 146, 791, 160]
ad-text: The front appearance is quite plain, perhaps a little severe. The heavy jarrah fence posts and four rows of wire indicate that economy has been studied in connection with the site. — [444, 364, 543, 400]
classified-ad: The offences to which Withey had pleaded guilty were committed in March, 1923, and October, 1924, and were respectively the breaking and entering of a shop and the theft of goods. — [288, 435, 435, 462]
price: £1050 — [444, 99, 461, 107]
ad-heading: WANTED KNOWN. — [288, 55, 435, 67]
column-public-notices — [696, 40, 802, 1630]
classified-ad: The building is of wood, on concrete foundations. It consists of the main hall (54 by 29), the dining room (80 by 30), the library (40.6 by 20), and the apprentices' room (30 by 20). The walls are of weatherboard, the internal finishing is of plaster board and figured rib paint. — [288, 311, 435, 352]
ad-text: The front appearance is quite plain, perhaps a little severe. The heavy jarrah fence posts and four rows of wire indicate that economy has been studied in connection with the site. — [811, 358, 1082, 372]
ad-text: The front appearance is quite plain, perhaps a little severe. The heavy jarrah fence posts and four rows of wire indicate that economy has been studied in connection with the site. — [444, 184, 543, 220]
ad-text: The front appearance is quite plain, perhaps a little severe. The heavy jarrah fence posts and four rows of wire indicate that economy has been studied in connection with the site. — [552, 784, 691, 813]
column-situations — [150, 40, 284, 1630]
article-paragraph: The front appearance is quite plain, perhaps a little severe. The heavy jarrah fence posts and four rows of wire indicate that economy has been studied in connection with the site. — [12, 437, 145, 465]
classified-ad: The offences to which Withey had pleaded guilty were committed in March, 1923, and October, 1924, and were respectively the breaking and entering of a shop and the theft of goods. — [806, 530, 952, 557]
article-paragraph: The offences to which Withey had pleaded guilty were committed in March, 1923, and October, 1924, and were respectively the breaking and entering of a shop and the theft of goods. — [12, 999, 145, 1028]
section-heading: SITUATIONS WANTED. — [154, 537, 279, 547]
article-paragraph: "About twelve months ago I heard that innocent people were being blamed, so I decided to write clearing the matter up and admitting the offences," said Charles James Withey when appearing for sentence this morning in the Supreme Court, before His Honor Mr Justice Sim. — [12, 748, 145, 783]
agent-name: PARK, REYNOLDS, LTD. — [561, 443, 682, 454]
